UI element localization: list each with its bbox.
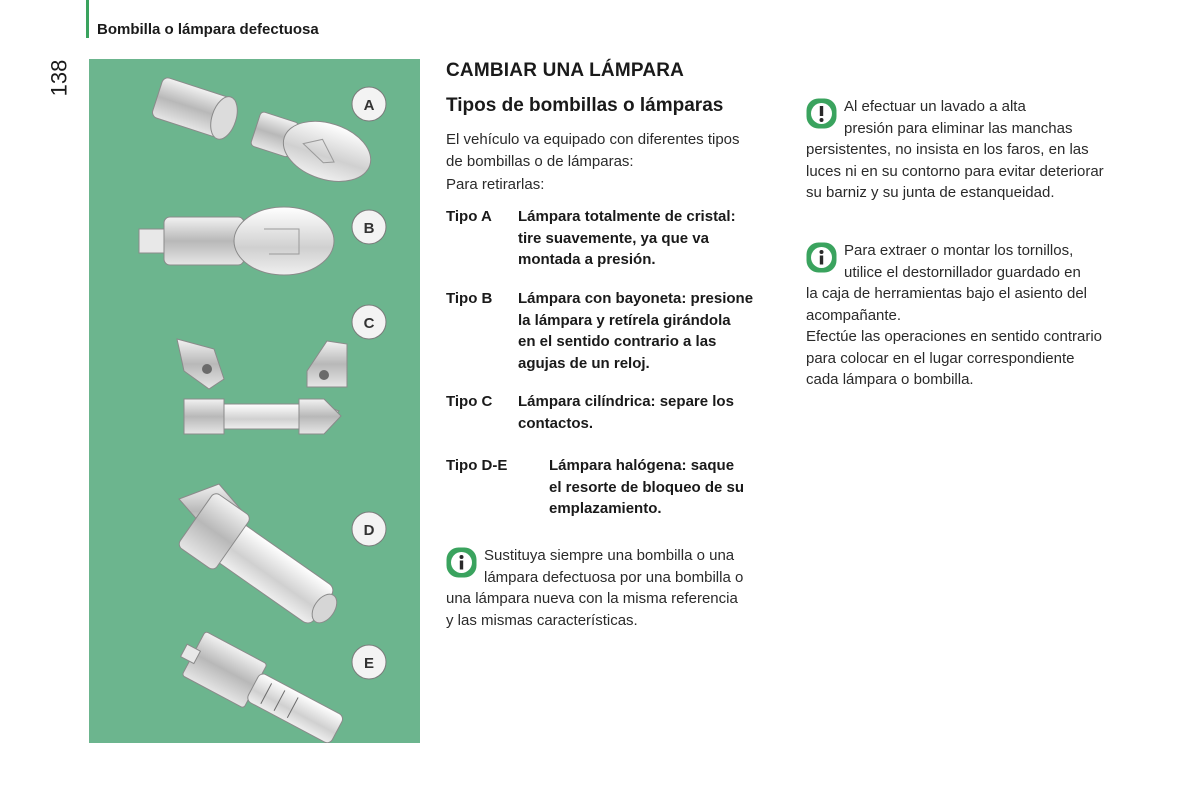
label-c-badge	[352, 305, 386, 339]
type-line: contactos.	[518, 414, 594, 432]
type-line: montada a presión.	[518, 251, 656, 268]
type-line: Lámpara con bayoneta: presione	[518, 290, 754, 307]
warning-line: persistentes, no insista en los faros, en las	[806, 141, 1089, 158]
type-label: Tipo D-E	[446, 457, 508, 474]
screwdriver-info-note	[806, 240, 1156, 391]
note-line: y las mismas características.	[446, 611, 638, 629]
type-line: el resorte de bloqueo de su	[549, 478, 745, 496]
warning-line: su barniz y su junta de estanqueidad.	[806, 184, 1055, 201]
section-title: CAMBIAR UNA LÁMPARA	[446, 60, 685, 81]
type-line: Lámpara totalmente de cristal:	[518, 208, 736, 225]
label-a-badge	[352, 87, 386, 121]
bulb-c-drawing	[177, 339, 347, 434]
type-line: tire suavemente, ya que va	[518, 229, 709, 247]
warning-line: presión para eliminar las manchas	[844, 119, 1073, 137]
type-label: Tipo B	[446, 290, 493, 307]
type-label: Tipo C	[446, 393, 493, 410]
subsection-title: Tipos de bombillas o lámparas	[446, 95, 724, 116]
bulb-a-drawing	[151, 75, 379, 192]
pressure-wash-warning	[806, 96, 1156, 204]
type-line: agujas de un reloj.	[518, 354, 650, 372]
info-line: Efectúe las operaciones en sentido contrario	[806, 328, 1103, 345]
type-description	[518, 288, 788, 374]
page-number-text: 138	[46, 59, 71, 97]
info-line: para colocar en el lugar correspondiente	[806, 349, 1075, 367]
type-description	[518, 391, 788, 434]
label-b-badge	[352, 210, 386, 244]
note-line: una lámpara nueva con la misma referencia	[446, 590, 738, 607]
info-icon	[446, 547, 477, 578]
type-label: Tipo A	[446, 208, 492, 225]
intro-line-3: Para retirarlas:	[446, 176, 545, 193]
warning-icon	[806, 98, 837, 129]
note-line: Sustituya siempre una bombilla o una	[484, 547, 735, 564]
warning-line: luces ni en su contorno para evitar deteriorar	[806, 162, 1104, 180]
info-line: cada lámpara o bombilla.	[806, 371, 974, 388]
bulb-b-drawing	[139, 207, 334, 275]
label-c: C	[363, 315, 375, 332]
page-header-title: Bombilla o lámpara defectuosa	[97, 21, 319, 38]
label-d-badge	[352, 512, 386, 546]
info-line: Para extraer o montar los tornillos,	[844, 242, 1074, 259]
warning-line: Al efectuar un lavado a alta	[844, 98, 1026, 115]
note-line: lámpara defectuosa por una bombilla o	[484, 568, 744, 586]
main-column	[446, 60, 786, 196]
bulb-e-drawing	[173, 627, 349, 743]
type-description	[518, 206, 788, 271]
type-line: Lámpara halógena: saque	[549, 457, 735, 474]
info-icon	[806, 242, 837, 273]
header-accent-bar	[86, 0, 89, 38]
intro-line-2: de bombillas o de lámparas:	[446, 152, 634, 170]
label-e-badge	[352, 645, 386, 679]
page-number	[44, 58, 74, 98]
label-e: E	[363, 655, 375, 672]
bulb-d-drawing	[177, 484, 352, 641]
bulb-illustration-svg	[89, 59, 420, 743]
type-line: Lámpara cilíndrica: separe los	[518, 393, 734, 410]
label-d: D	[363, 522, 375, 539]
type-line: emplazamiento.	[549, 500, 662, 517]
info-line: utilice el destornillador guardado en	[844, 263, 1081, 281]
info-line: la caja de herramientas bajo el asiento del	[806, 285, 1088, 302]
intro-line-1: El vehículo va equipado con diferentes tipos	[446, 131, 740, 148]
bulb-types-illustration	[89, 59, 420, 743]
label-b: B	[363, 220, 375, 237]
info-line: acompañante.	[806, 306, 902, 324]
replace-bulb-note	[446, 545, 786, 631]
label-a: A	[363, 97, 375, 114]
type-line: en el sentido contrario a las	[518, 333, 717, 350]
type-line: la lámpara y retírela girándola	[518, 311, 731, 329]
type-description	[549, 455, 789, 520]
